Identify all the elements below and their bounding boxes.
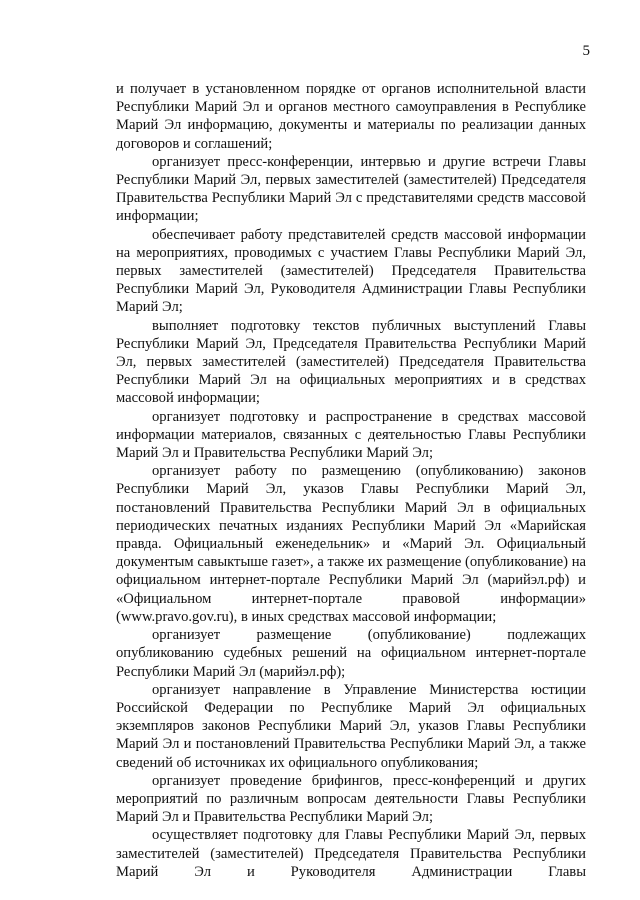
paragraph-speech-texts: выполняет подготовку текстов публичных выступлений Главы Республики Марий Эл, Председателя Правительства Республики Марий Эл, первых заместителей (заместителей) Председателя Правительства Республики Марий Эл на официальных мероприятиях и в средствах массовой информации;	[116, 317, 586, 407]
paragraph-law-publication: организует работу по размещению (опубликованию) законов Республики Марий Эл, указов Главы Республики Марий Эл, постановлений Правительства Республики Марий Эл в официальных периодических печатных изданиях Республики Марий Эл «Марийская правда. Официальный еженедельник» и «Марий Эл. Официальный документым савыктыше газет», а также их размещение (опубликование) на официальном интернет-портале Республики Марий Эл (марийэл.рф) и «Официальном интернет-портале правовой информации» (www.pravo.gov.ru), в иных средствах массовой информации;	[116, 463, 586, 625]
paragraph-continuation: и получает в установленном порядке от органов исполнительной власти Республики Марий Эл и органов местного самоуправления в Республике Марий Эл информацию, документы и материалы по реализации данных договоров и соглашений;	[116, 81, 586, 152]
paragraph-materials-distribution: организует подготовку и распространение в средствах массовой информации материалов, связанных с деятельностью Главы Республики Марий Эл и Правительства Республики Марий Эл;	[116, 408, 586, 462]
paragraph-preparation: осуществляет подготовку для Главы Республики Марий Эл, первых заместителей (заместителей) Председателя Правительства Республики Марий Эл и Руководителя Администрации Главы	[116, 827, 586, 880]
page-number: 5	[582, 43, 590, 59]
paragraph-press-conferences: организует пресс-конференции, интервью и другие встречи Главы Республики Марий Эл, первых заместителей (заместителей) Председателя Правительства Республики Марий Эл с представителями средств массовой информации;	[116, 153, 586, 225]
paragraph-briefings: организует проведение брифингов, пресс-конференций и других мероприятий по различным вопросам деятельности Главы Республики Марий Эл и Правительства Республики Марий Эл;	[116, 772, 586, 826]
paragraph-court-decisions: организует размещение (опубликование) подлежащих опубликованию судебных решений на официальном интернет-портале Республики Марий Эл (марийэл.рф);	[116, 627, 586, 680]
paragraph-justice-ministry: организует направление в Управление Министерства юстиции Российской Федерации по Республике Марий Эл официальных экземпляров законов Республики Марий Эл, указов Главы Республики Марий Эл и постановлений Правительства Республики Марий Эл, а также сведений об источниках их официального опубликования;	[116, 681, 586, 771]
document-body	[116, 80, 586, 881]
paragraph-media-work: обеспечивает работу представителей средств массовой информации на мероприятиях, проводимых с участием Главы Республики Марий Эл, первых заместителей (заместителей) Председателя Правительства Республики Марий Эл, Руководителя Администрации Главы Республики Марий Эл;	[116, 226, 586, 316]
